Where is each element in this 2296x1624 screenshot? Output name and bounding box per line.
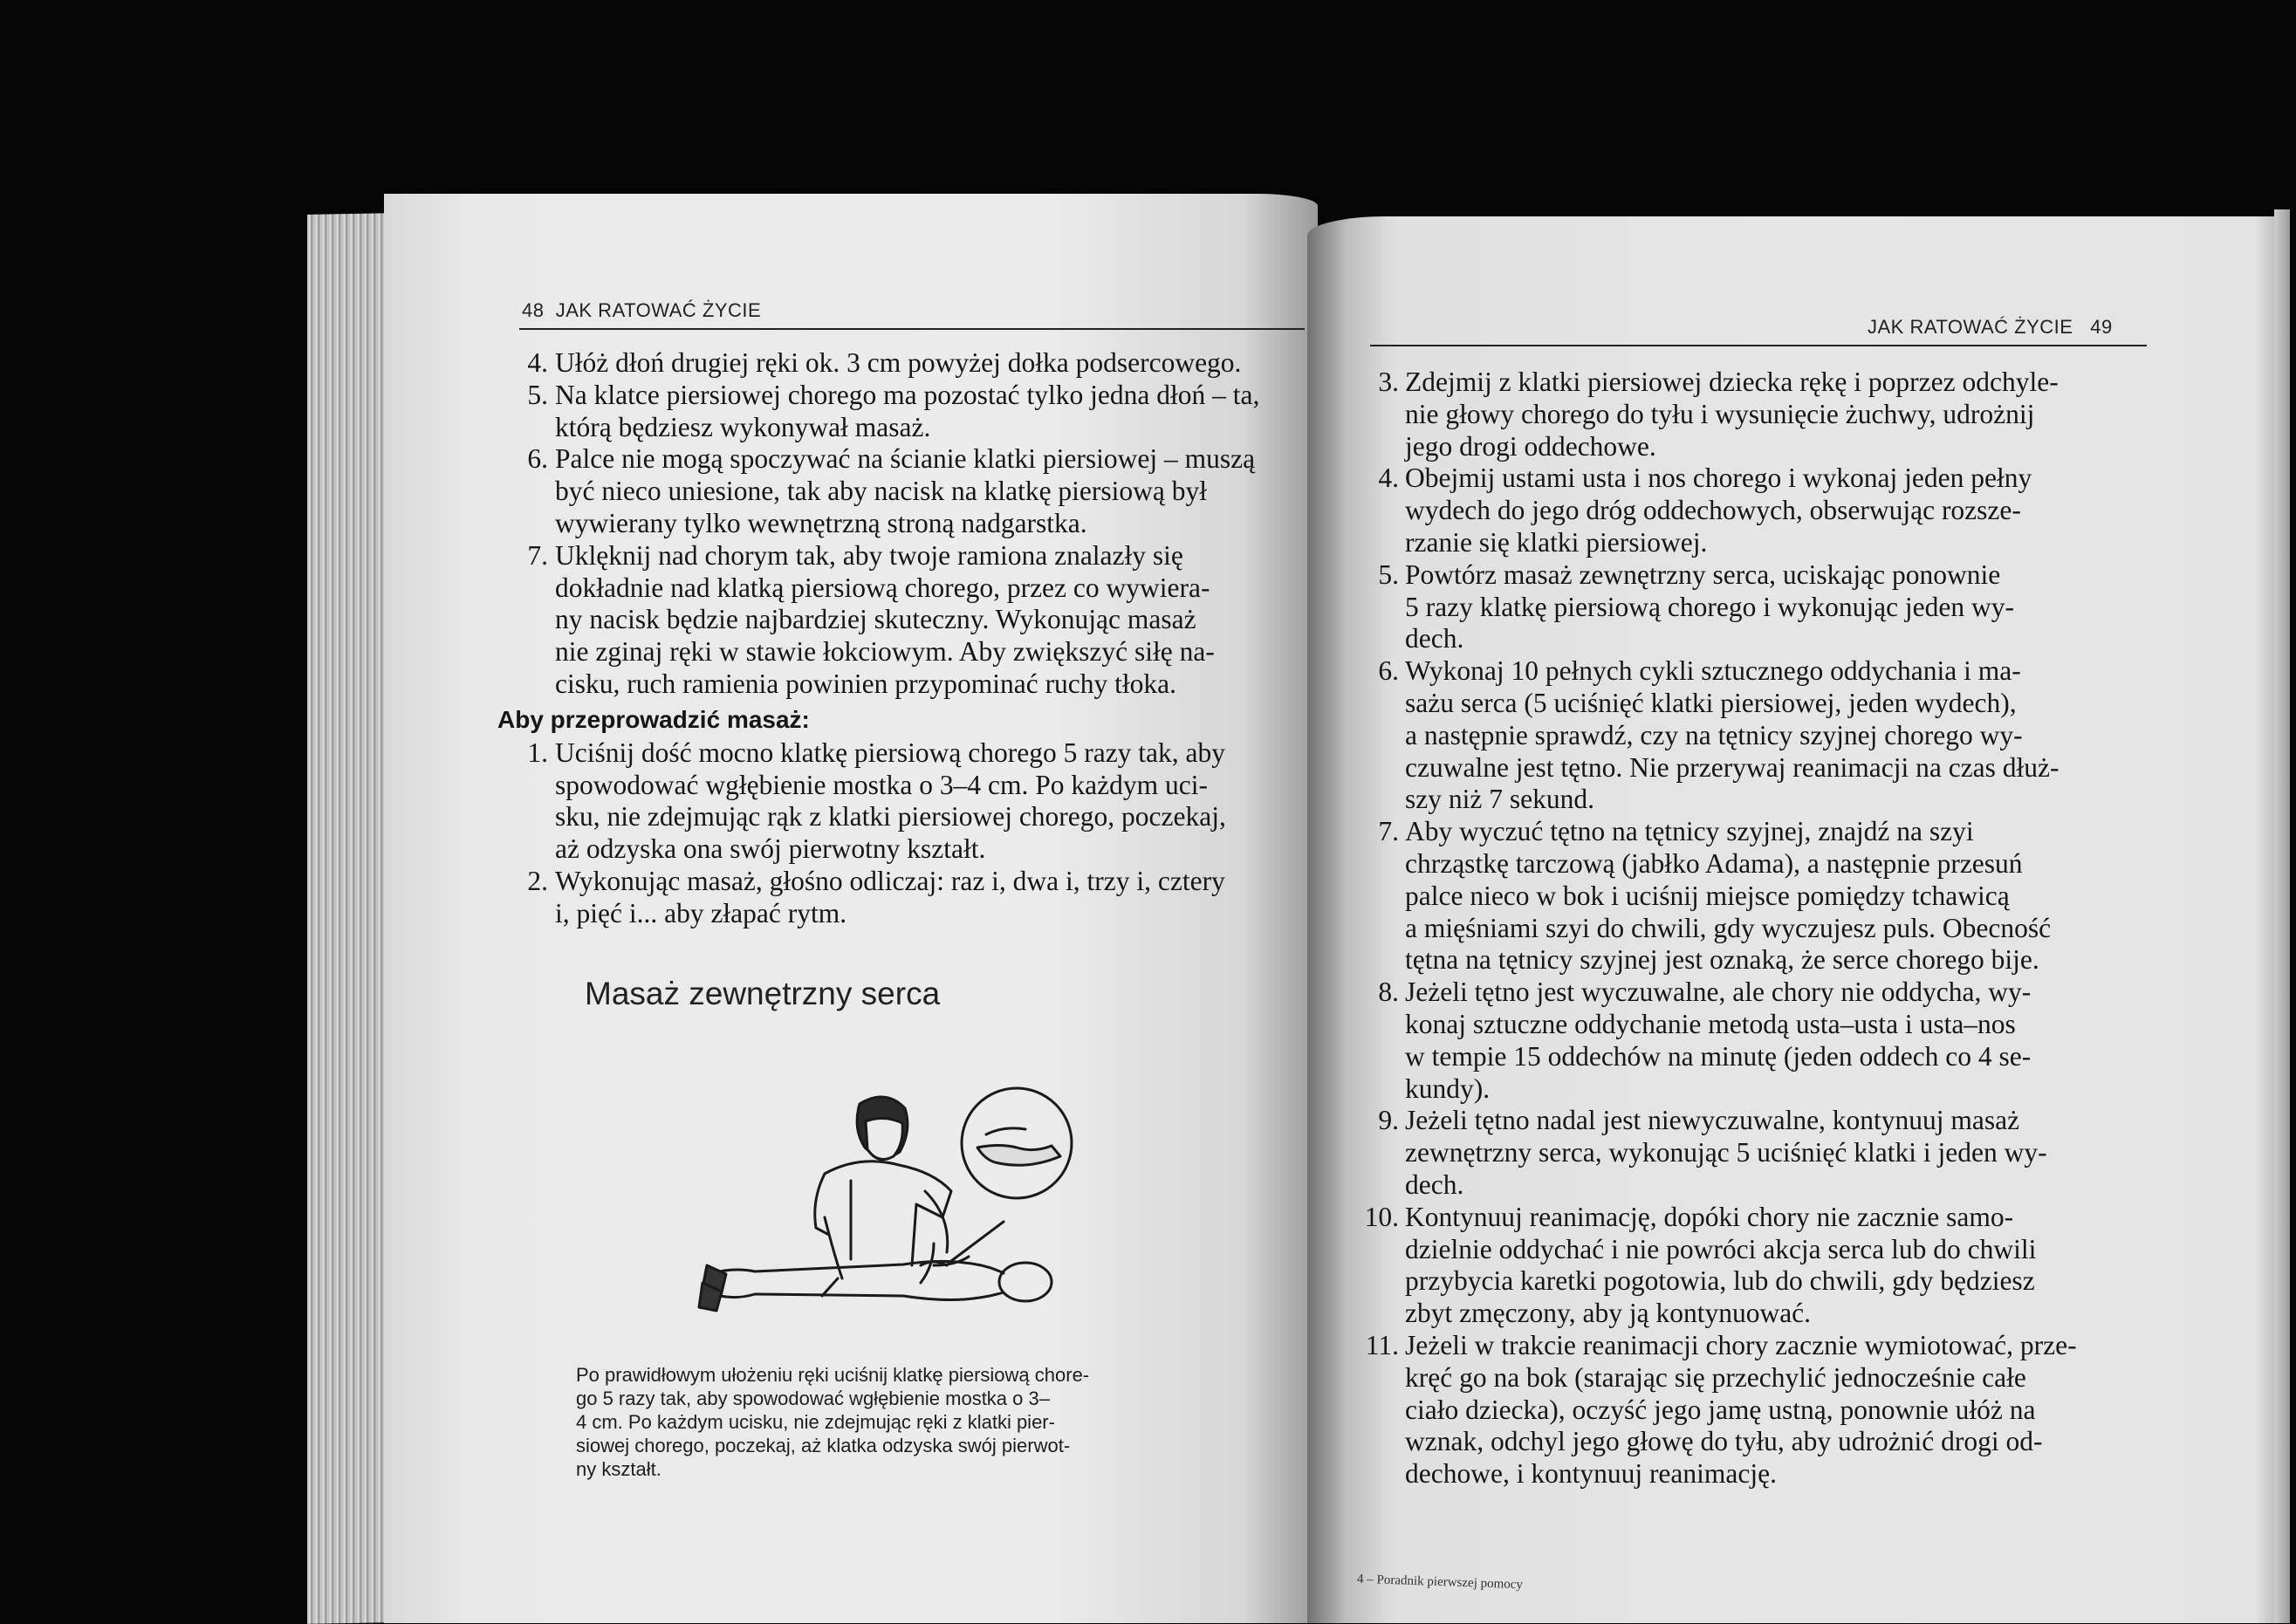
- text-line: dokładnie nad klatką piersiową chorego, przez co wywiera-: [555, 572, 1210, 603]
- list-item-number: 4.: [527, 347, 548, 378]
- text-line: 5 razy klatkę piersiową chorego i wykonując jeden wy-: [1405, 591, 2014, 622]
- text-line: konaj sztuczne oddychanie metodą usta–usta i usta–nos: [1405, 1008, 2016, 1039]
- text-line: Jeżeli tętno nadal jest niewyczuwalne, kontynuuj masaż: [1405, 1105, 2020, 1136]
- text-line: nie głowy chorego do tyłu i wysunięcie żuchwy, udrożnij: [1405, 398, 2035, 429]
- right-header-rule: [1370, 345, 2147, 346]
- text-line: wznak, odchyl jego głowę do tyłu, aby udrożnić drogi od-: [1405, 1426, 2043, 1457]
- list-item: [1351, 816, 2154, 976]
- left-running-head: [522, 299, 761, 322]
- text-line: Wykonaj 10 pełnych cykli sztucznego oddychania i ma-: [1405, 655, 2021, 687]
- list-item: [1351, 1105, 2154, 1201]
- list-item: [504, 443, 1307, 539]
- list-item-number: 5.: [1378, 558, 1399, 590]
- figure-caption: [576, 1363, 1204, 1481]
- list-item: [1351, 1330, 2154, 1490]
- left-header-rule: [519, 328, 1305, 330]
- text-line: Wykonując masaż, głośno odliczaj: raz i, dwa i, trzy i, cztery: [555, 865, 1225, 896]
- text-line: Powtórz masaż zewnętrzny serca, uciskając ponownie: [1405, 558, 2001, 590]
- list-item-number: 7.: [527, 539, 548, 571]
- right-page-edge: [2274, 209, 2290, 1623]
- text-line: być nieco uniesione, tak aby nacisk na klatkę piersiową był: [555, 476, 1208, 507]
- list-item: [1351, 976, 2154, 1105]
- list-item: [1351, 559, 2154, 655]
- text-line: i, pięć i... aby złapać rytm.: [555, 897, 847, 928]
- text-line: Kontynuuj reanimację, dopóki chory nie zacznie samo-: [1405, 1201, 2014, 1232]
- list-item: [504, 737, 1307, 866]
- caption-line: ny kształt.: [576, 1458, 661, 1480]
- text-line: sażu serca (5 uciśnięć klatki piersiowej, jeden wydech),: [1405, 687, 2017, 718]
- left-page-number: 48: [522, 299, 545, 321]
- right-running-head: [1868, 316, 2113, 339]
- text-line: Jeżeli tętno jest wyczuwalne, ale chory nie oddycha, wy-: [1405, 976, 2032, 1008]
- instruction-list-part-1: [504, 347, 1307, 701]
- caption-line: Po prawidłowym ułożeniu ręki uciśnij klatkę piersiową chore-: [576, 1364, 1090, 1386]
- list-item: [1351, 655, 2154, 816]
- text-line: nie zginaj ręki w stawie łokciowym. Aby zwiększyć siłę na-: [555, 636, 1215, 668]
- text-line: którą będziesz wykonywał masaż.: [555, 411, 931, 442]
- text-line: Uklęknij nad chorym tak, aby twoje ramiona znalazły się: [555, 539, 1183, 571]
- text-line: dzielnie oddychać i nie powróci akcja serca lub do chwili: [1405, 1233, 2037, 1264]
- list-item-number: 4.: [1378, 463, 1399, 494]
- text-line: Palce nie mogą spoczywać na ścianie klatki piersiowej – muszą: [555, 443, 1256, 475]
- subheading: Aby przeprowadzić masaż:: [497, 705, 810, 733]
- caption-line: 4 cm. Po każdym ucisku, nie zdejmując ręki z klatki pier-: [576, 1411, 1055, 1433]
- text-line: wywierany tylko wewnętrzną stroną nadgarstka.: [555, 507, 1087, 538]
- text-line: zewnętrzny serca, wykonując 5 uciśnięć klatki i jeden wy-: [1405, 1137, 2047, 1168]
- list-item-number: 7.: [1378, 816, 1399, 847]
- text-line: przybycia karetki pogotowia, lub do chwili, gdy będziesz: [1405, 1265, 2035, 1297]
- left-page-text: [497, 347, 1307, 930]
- text-line: dech.: [1405, 623, 1464, 654]
- text-line: kundy).: [1405, 1072, 1491, 1104]
- text-line: Na klatce piersiowej chorego ma pozostać tylko jedna dłoń – ta,: [555, 379, 1260, 410]
- text-line: kręć go na bok (starając się przechylić jednocześnie całe: [1405, 1361, 2026, 1393]
- text-line: wydech do jego dróg oddechowych, obserwując rozsze-: [1405, 495, 2021, 526]
- list-item: [504, 540, 1307, 701]
- text-line: rzanie się klatki piersiowej.: [1405, 526, 1708, 558]
- caption-line: siowej chorego, poczekaj, aż klatka odzyska swój pierwot-: [576, 1435, 1071, 1456]
- section-title: Masaż zewnętrzny serca: [585, 976, 941, 1011]
- right-page-number: 49: [2090, 316, 2113, 338]
- text-line: Ułóż dłoń drugiej ręki ok. 3 cm powyżej dołka podsercowego.: [555, 347, 1242, 378]
- list-item-number: 9.: [1378, 1105, 1399, 1136]
- right-running-title: JAK RATOWAĆ ŻYCIE: [1868, 316, 2073, 338]
- right-page-text: [1351, 367, 2154, 1490]
- footer-note: 4 – Poradnik pierwszej pomocy: [1356, 1572, 1524, 1593]
- text-line: Zdejmij z klatki piersiowej dziecka rękę i poprzez odchyle-: [1405, 367, 2059, 397]
- instruction-list-part-2: [504, 737, 1307, 930]
- list-item-number: 5.: [527, 379, 548, 410]
- text-line: Uciśnij dość mocno klatkę piersiową chorego 5 razy tak, aby: [555, 737, 1226, 768]
- text-line: ny nacisk będzie najbardziej skuteczny. Wykonując masaż: [555, 604, 1196, 635]
- left-running-title: JAK RATOWAĆ ŻYCIE: [555, 299, 762, 321]
- list-item: [504, 347, 1307, 380]
- list-item: [1351, 367, 2154, 463]
- text-line: chrząstkę tarczową (jabłko Adama), a następnie przesuń: [1405, 847, 2023, 879]
- text-line: dech.: [1405, 1168, 1464, 1200]
- text-line: palce nieco w bok i uciśnij miejsce pomiędzy tchawicą: [1405, 880, 2010, 911]
- list-item-number: 6.: [1378, 655, 1399, 687]
- list-item-number: 6.: [527, 443, 548, 475]
- list-item-number: 1.: [527, 737, 548, 768]
- text-line: a następnie sprawdź, czy na tętnicy szyjnej chorego wy-: [1405, 719, 2023, 750]
- list-item: [504, 380, 1307, 444]
- text-line: a mięśniami szyi do chwili, gdy wyczujesz puls. Obecność: [1405, 912, 2052, 943]
- list-item-number: 8.: [1378, 976, 1399, 1008]
- text-line: cisku, ruch ramienia powinien przypominać ruchy tłoka.: [555, 668, 1177, 699]
- list-item: [504, 866, 1307, 930]
- text-line: Obejmij ustami usta i nos chorego i wykonaj jeden pełny: [1405, 463, 2032, 494]
- list-item: [1351, 463, 2154, 558]
- text-line: sku, nie zdejmując rąk z klatki piersiowej chorego, poczekaj,: [555, 801, 1226, 833]
- text-line: ciało dziecka), oczyść jego jamę ustną, ponownie ułóż na: [1405, 1394, 2036, 1425]
- text-line: szy niż 7 sekund.: [1405, 784, 1594, 815]
- text-line: Aby wyczuć tętno na tętnicy szyjnej, znajdź na szyi: [1405, 816, 1974, 847]
- text-line: zbyt zmęczony, aby ją kontynuować.: [1405, 1298, 1812, 1329]
- cpr-illustration: [672, 1086, 1108, 1348]
- list-item-number: 10.: [1364, 1201, 1399, 1232]
- list-item: [1351, 1202, 2154, 1330]
- text-line: w tempie 15 oddechów na minutę (jeden oddech co 4 se-: [1405, 1040, 2032, 1072]
- list-item-number: 2.: [527, 865, 548, 896]
- text-line: jego drogi oddechowe.: [1405, 430, 1656, 462]
- text-line: Jeżeli w trakcie reanimacji chory zacznie wymiotować, prze-: [1405, 1329, 2077, 1360]
- page-stack-edge: [307, 213, 394, 1624]
- caption-line: go 5 razy tak, aby spowodować wgłębienie mostka o 3–: [576, 1388, 1050, 1409]
- text-line: dechowe, i kontynuuj reanimację.: [1405, 1458, 1777, 1490]
- list-item-number: 11.: [1365, 1329, 1399, 1360]
- text-line: czuwalne jest tętno. Nie przerywaj reanimacji na czas dłuż-: [1405, 751, 2060, 783]
- text-line: spowodować wgłębienie mostka o 3–4 cm. Po każdym uci-: [555, 769, 1208, 800]
- text-line: aż odzyska ona swój pierwotny kształt.: [555, 833, 986, 865]
- text-line: tętna na tętnicy szyjnej jest oznaką, że serce chorego bije.: [1405, 944, 2039, 976]
- list-item-number: 3.: [1378, 367, 1399, 397]
